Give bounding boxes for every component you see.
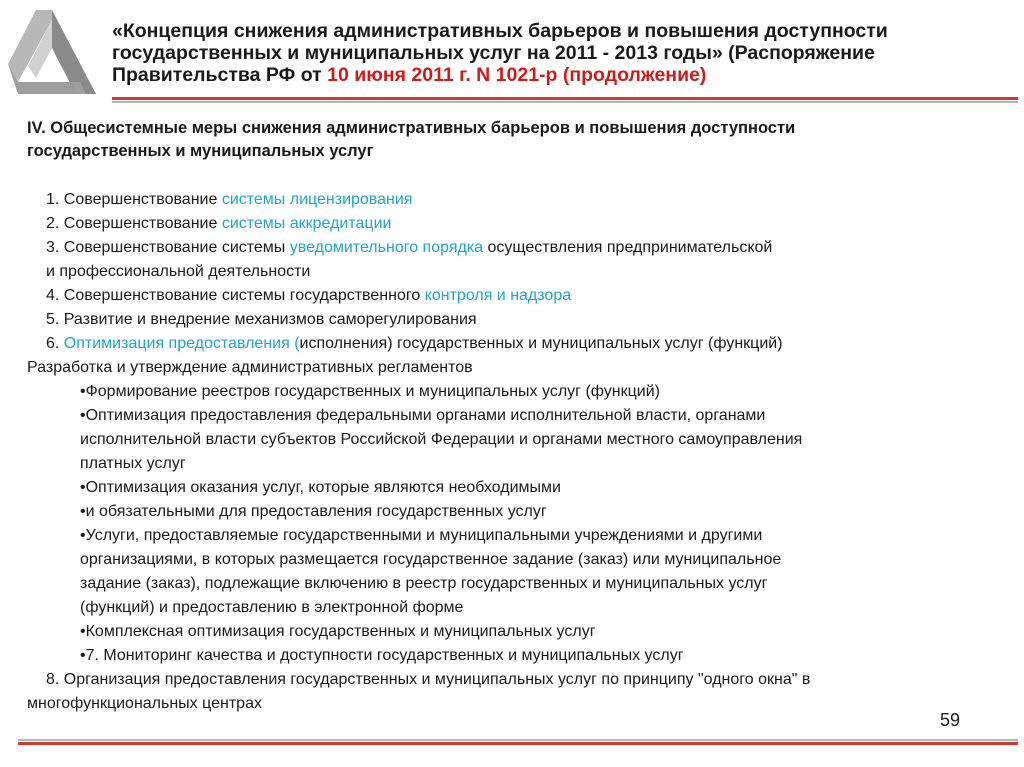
item-2-link: системы аккредитации [221, 215, 392, 232]
item-3-text: 3. Совершенствование системы [46, 239, 290, 256]
item-4 [46, 286, 571, 306]
item-3 [46, 238, 772, 258]
bullet-4-line-1: •Услуги, предоставляемые государственными и муниципальными учреждениями и другими [80, 527, 763, 544]
item-8-line-1: 8. Организация предоставления государственных и муниципальных услуг по принципу "одного окна" в [46, 671, 811, 688]
item-1-text: 1. Совершенствование [46, 191, 222, 208]
title-line-1: «Концепция снижения административных барьеров и повышения доступности [112, 20, 888, 42]
section-title-line-1: IV. Общесистемные меры снижения административных барьеров и повышения доступности [27, 119, 796, 137]
footer-divider-gray [18, 739, 1018, 741]
item-4-link: контроля и надзора [424, 287, 572, 304]
item-3-line-2: и профессиональной деятельности [46, 263, 311, 280]
item-3-link: уведомительного порядка [289, 239, 484, 256]
slide-title [112, 20, 1020, 86]
item-1-link: системы лицензирования [221, 191, 413, 208]
page-number: 59 [940, 710, 961, 730]
bullet-4-line-3: задание (заказ), подлежащие включению в реестр государственных и муниципальных услуг [80, 575, 768, 592]
bullet-4-line-4: (функций) и предоставлению в электронной форме [80, 599, 464, 616]
item-1 [46, 190, 412, 210]
bullet-3-line-1: •Оптимизация оказания услуг, которые являются необходимыми [80, 479, 561, 496]
bullet-3-line-2: •и обязательными для предоставления государственных услуг [80, 503, 547, 520]
title-date-highlight: 10 июня 2011 г. N 1021-р (продолжение) [327, 64, 707, 86]
title-line-3-text: Правительства РФ от [112, 64, 328, 86]
bullet-6: •7. Мониторинг качества и доступности государственных и муниципальных услуг [80, 647, 684, 664]
footer-divider-red [18, 742, 1018, 745]
title-line-3 [112, 64, 1020, 86]
bullet-2-line-3: платных услуг [80, 455, 186, 472]
bullet-1: •Формирование реестров государственных и муниципальных услуг (функций) [80, 383, 660, 400]
title-line-2: государственных и муниципальных услуг на 2011 - 2013 годы» (Распоряжение [112, 42, 875, 64]
impossible-triangle-icon [6, 8, 98, 96]
item-4-text: 4. Совершенствование системы государственного [46, 287, 425, 304]
section-title-line-2: государственных и муниципальных услуг [27, 142, 374, 160]
item-8-line-2: многофункциональных центрах [27, 695, 262, 712]
header-divider-gray [112, 101, 1018, 103]
item-6-line-2: Разработка и утверждение административных регламентов [27, 359, 473, 376]
item-5: 5. Развитие и внедрение механизмов саморегулирования [46, 311, 477, 328]
item-2-text: 2. Совершенствование [46, 215, 222, 232]
item-6-text: исполнения) государственных и муниципальных услуг (функций) [299, 335, 783, 352]
item-6-link: Оптимизация предоставления ( [63, 335, 300, 352]
item-2 [46, 214, 391, 234]
bullet-2-line-1: •Оптимизация предоставления федеральными органами исполнительной власти, органами [80, 407, 766, 424]
bullet-5: •Комплексная оптимизация государственных и муниципальных услуг [80, 623, 596, 640]
bullet-4-line-2: организациями, в которых размещается государственное задание (заказ) или муниципальное [80, 551, 782, 568]
header-divider-red [112, 97, 1018, 100]
item-6-number: 6. [46, 335, 64, 352]
item-6 [46, 334, 783, 354]
bullet-2-line-2: исполнительной власти субъектов Российской Федерации и органами местного самоуправления [80, 431, 803, 448]
item-3-text-end: осуществления предпринимательской [483, 239, 773, 256]
